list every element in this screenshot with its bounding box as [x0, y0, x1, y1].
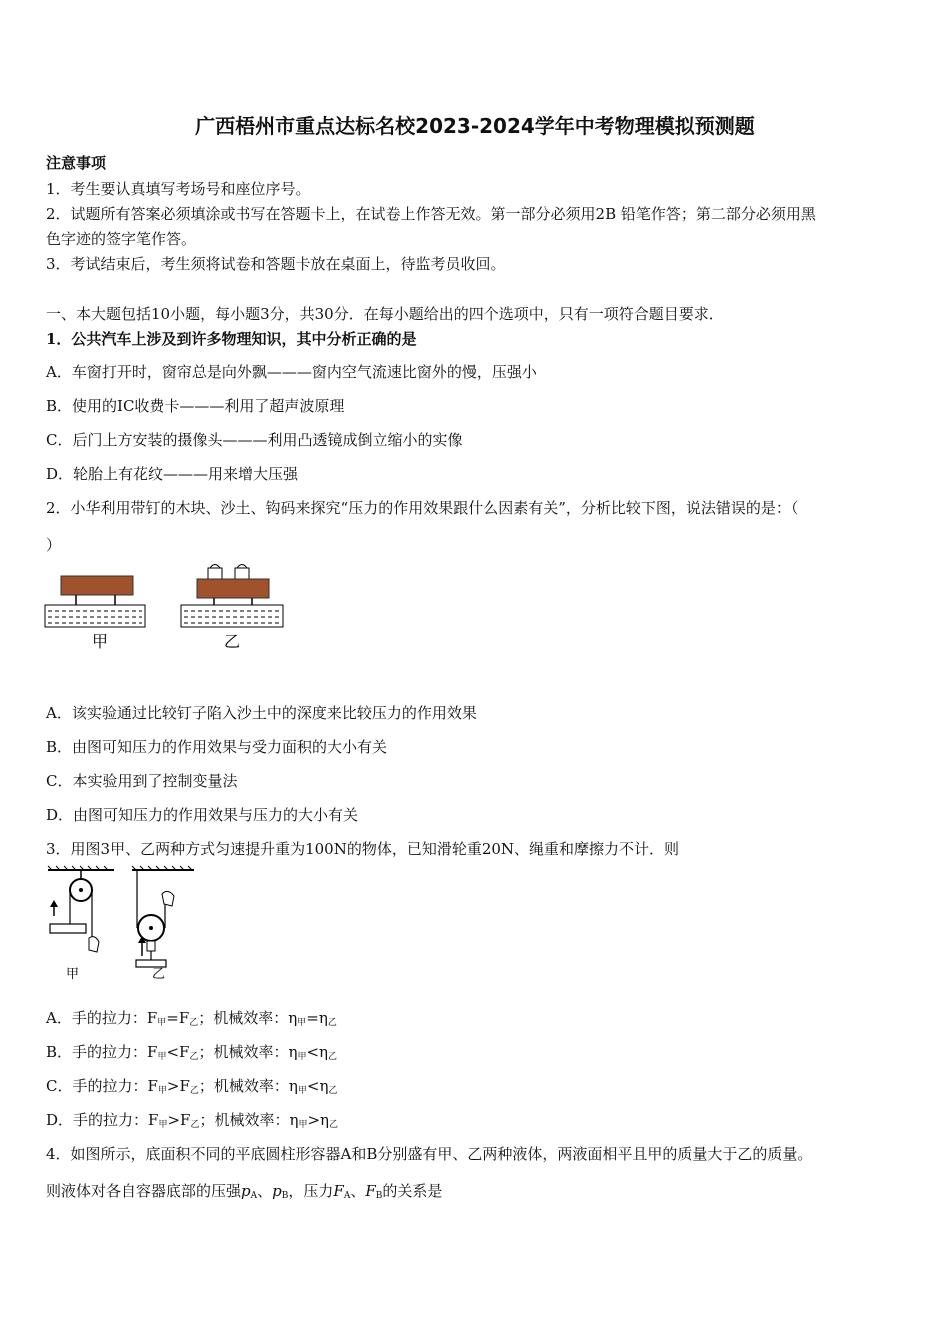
nail-block-setup-yi: [181, 565, 283, 628]
nail-block-setup-jia: [45, 576, 145, 627]
q1-option-d: D．轮胎上有花纹———用来增大压强: [46, 465, 299, 483]
question-2-stem-end: ）: [46, 536, 62, 554]
q2-option-a: A．该实验通过比较钉子陷入沙土中的深度来比较压力的作用效果: [46, 704, 477, 722]
q3-fig-label-jia: 甲: [66, 967, 80, 982]
q3-option-a: A．手的拉力：$F_甲=F_乙$；机械效率：$\eta_甲=\eta_乙$: [46, 1009, 337, 1028]
q1-option-b: B．使用的IC收费卡———利用了超声波原理: [46, 397, 345, 415]
notice-heading: 注意事项: [46, 154, 107, 172]
q3-option-b: B．手的拉力：$F_甲<F_乙$；机械效率：$\eta_甲<\eta_乙$: [46, 1043, 338, 1062]
notice-item: 3．考试结束后，考生须将试卷和答题卡放在桌面上，待监考员收回。: [46, 255, 506, 273]
q3-fig-label-yi: 乙: [152, 967, 166, 982]
q3-pulley-figure: [44, 866, 204, 986]
q2-option-b: B．由图可知压力的作用效果与受力面积的大小有关: [46, 738, 388, 756]
q2-fig-label-jia: 甲: [92, 632, 109, 651]
notice-item: 色字迹的签字笔作答。: [46, 230, 197, 248]
notice-item: 1．考生要认真填写考场号和座位序号。: [46, 180, 311, 198]
question-4-stem-line2: 则液体对各自容器底部的压强$p_A$、$p_B$，压力$F_A$、$F_B$的关系是: [46, 1182, 443, 1201]
question-1-stem: 1．公共汽车上涉及到许多物理知识，其中分析正确的是: [46, 330, 417, 348]
q2-figure: [44, 560, 294, 655]
q1-option-c: C．后门上方安装的摄像头———利用凸透镜成倒立缩小的实像: [46, 431, 463, 449]
q3-option-c: C．手的拉力：$F_甲>F_乙$；机械效率：$\eta_甲<\eta_乙$: [46, 1077, 338, 1096]
q2-fig-label-yi: 乙: [224, 632, 241, 651]
q1-option-a: A．车窗打开时，窗帘总是向外飘———窗内空气流速比窗外的慢，压强小: [46, 363, 537, 381]
q3-option-d: D．手的拉力：$F_甲>F_乙$；机械效率：$\eta_甲>\eta_乙$: [46, 1111, 339, 1130]
question-2-stem: 2．小华利用带钉的木块、沙土、钩码来探究“压力的作用效果跟什么因素有关”，分析比较下图，说法错误的是：（: [46, 499, 799, 517]
section-heading: 一、本大题包括10小题，每小题3分，共30分．在每小题给出的四个选项中，只有一项符合题目要求．: [46, 305, 724, 323]
notice-item: 2．试题所有答案必须填涂或书写在答题卡上，在试卷上作答无效。第一部分必须用2B 铅笔作答；第二部分必须用黑: [46, 205, 816, 223]
question-4-stem: 4．如图所示，底面积不同的平底圆柱形容器A和B分别盛有甲、乙两种液体，两液面相平且甲的质量大于乙的质量。: [46, 1145, 813, 1163]
q2-option-c: C．本实验用到了控制变量法: [46, 772, 238, 790]
fixed-pulley-jia: [48, 866, 114, 952]
page-title: 广西梧州市重点达标名校2023-2024学年中考物理模拟预测题: [195, 114, 755, 138]
question-3-stem: 3．用图3甲、乙两种方式匀速提升重为100N的物体，已知滑轮重20N、绳重和摩擦力不计．则: [46, 840, 680, 858]
q2-option-d: D．由图可知压力的作用效果与压力的大小有关: [46, 806, 359, 824]
movable-pulley-yi: [132, 866, 194, 967]
